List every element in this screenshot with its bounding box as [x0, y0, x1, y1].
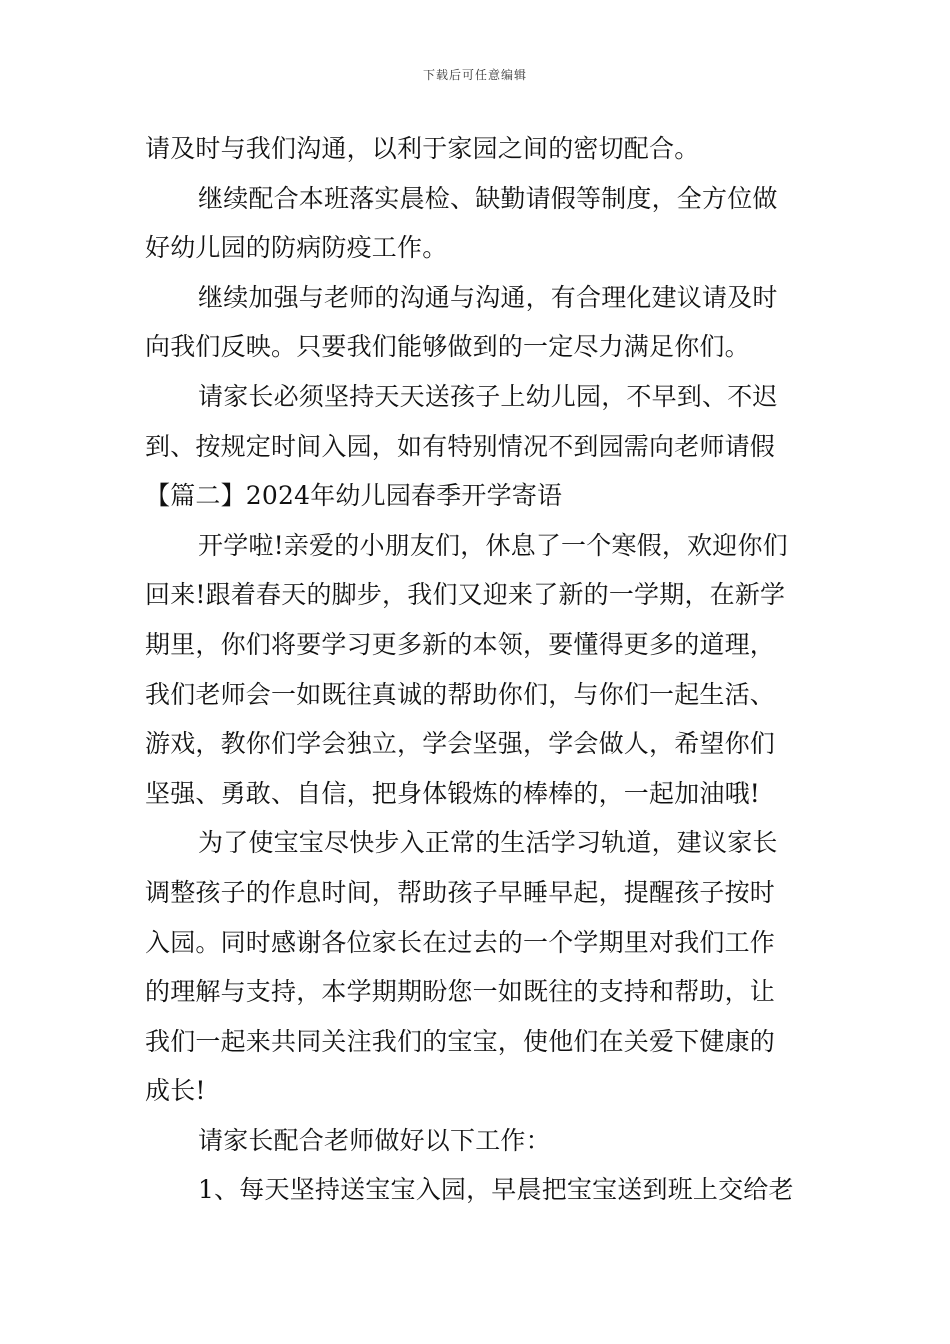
text-line: 的理解与支持，本学期期盼您一如既往的支持和帮助，让 [145, 977, 776, 1007]
section-heading: 【篇二】2024年幼儿园春季开学寄语 [145, 481, 563, 511]
text-line: 我们一起来共同关注我们的宝宝，使他们在关爱下健康的 [145, 1026, 776, 1056]
text-line: 为了使宝宝尽快步入正常的生活学习轨道，建议家长 [198, 828, 778, 858]
document-body [145, 124, 810, 1215]
text-line: 我们老师会一如既往真诚的帮助你们，与你们一起生活、 [145, 679, 776, 709]
text-line: 期里，你们将要学习更多新的本领，要懂得更多的道理， [145, 629, 776, 659]
text-line: 到、按规定时间入园，如有特别情况不到园需向老师请假 [145, 431, 776, 461]
text-line: 好幼儿园的防病防疫工作。 [145, 233, 448, 263]
text-line: 继续加强与老师的沟通与沟通，有合理化建议请及时 [198, 282, 778, 312]
text-line: 坚强、勇敢、自信，把身体锻炼的棒棒的，一起加油哦! [145, 778, 761, 808]
text-line: 向我们反映。只要我们能够做到的一定尽力满足你们。 [145, 332, 750, 362]
text-line: 请家长配合老师做好以下工作： [198, 1125, 551, 1155]
text-line: 请及时与我们沟通，以利于家园之间的密切配合。 [145, 134, 700, 163]
text-line: 开学啦!亲爱的小朋友们，休息了一个寒假，欢迎你们 [198, 530, 788, 560]
text-line: 调整孩子的作息时间，帮助孩子早睡早起，提醒孩子按时 [145, 877, 776, 907]
page-header: 下载后可任意编辑 [422, 68, 527, 82]
text-line: 1、每天坚持送宝宝入园，早晨把宝宝送到班上交给老 [198, 1175, 794, 1205]
text-line: 回来!跟着春天的脚步，我们又迎来了新的一学期，在新学 [145, 580, 786, 610]
text-line: 请家长必须坚持天天送孩子上幼儿园，不早到、不迟 [198, 381, 778, 411]
text-line: 游戏，教你们学会独立，学会坚强，学会做人，希望你们 [145, 729, 776, 759]
text-line: 继续配合本班落实晨检、缺勤请假等制度，全方位做 [198, 183, 778, 213]
text-line: 成长! [145, 1076, 206, 1106]
text-line: 入园。同时感谢各位家长在过去的一个学期里对我们工作 [145, 927, 776, 957]
